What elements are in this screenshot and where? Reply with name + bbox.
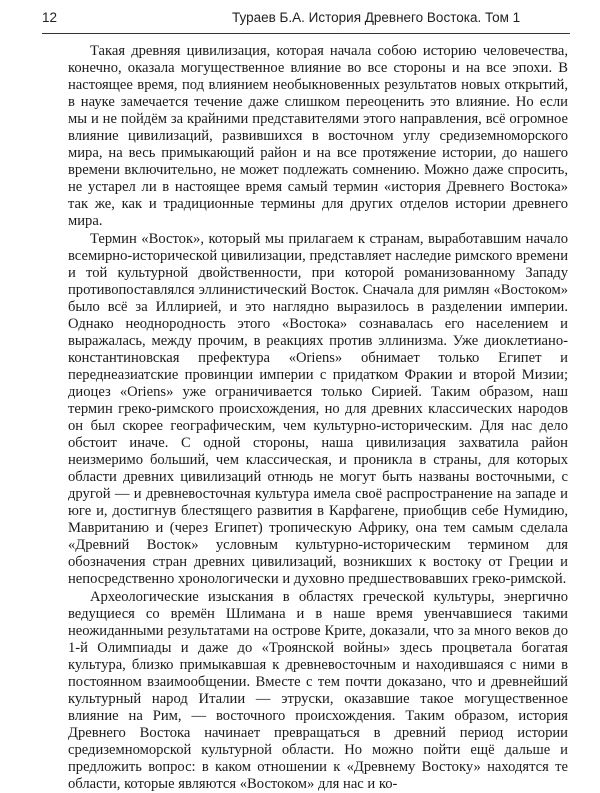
paragraph-1: Такая древняя цивилизация, которая начала собою историю человечества, конечно, оказала могущественное влияние во все стороны и на все эпохи. В настоящее время, под влиянием необыкновенных результатов новых открытий, в науке замечается течение даже слишком переоценить это влияние. Но если мы и не пойдём за крайними представителями этого направления, всё огромное влияние цивилизаций, развившихся в восточном углу средиземноморского мира, на весь примыкающий район и на все протяжение истории, до нашего времени включительно, не может подлежать сомнению. Можно даже спросить, не устарел ли в настоящее время самый термин «история Древнего Востока» так же, как и традиционные термины для других отделов истории древнего мира. (68, 43, 568, 231)
paragraph-2: Термин «Восток», который мы прилагаем к странам, выработавшим начало всемирно-исторической цивилизации, представляет наследие римского времени и той культурной двойственности, при которой романизованному Западу противопоставлялся эллинистический Восток. Сначала для римлян «Востоком» было всё за Иллирией, и это наглядно выразилось в разделении империи. Однако неоднородность этого «Востока» сознавалась его населением и выражалась, между прочим, в реакциях против эллинизма. Уже диоклетиано-константиновская префектура «Oriens» обнимает только Египет и переднеазиатские провинции империи с придатком Фракии и второй Мизии; диоцез «Oriens» уже ограничивается только Сирией. Таким образом, наш термин греко-римского происхождения, но для древних классических народов он был скорее географическим, чем культурно-историческим. Для нас дело обстоит иначе. С одной стороны, наша цивилизация захватила район неизмеримо больший, чем классическая, и проникла в страны, для которых области древних цивилизаций отнюдь не могут быть названы восточными, с другой — и древневосточная культура имела своё распространение на западе и юге и, достигнув блестящего развития в Карфагене, приобщив себе Нумидию, Мавританию и (через Египет) тропическую Африку, она тем самым сделала «Древний Восток» условным культурно-историческим термином для обозначения стран древних цивилизаций, возникших к востоку от Греции и непосредственно хронологически и духовно предшествовавших греко-римской. (68, 231, 568, 589)
page-number: 12 (42, 10, 57, 25)
body-text (68, 43, 568, 793)
paragraph-3: Археологические изыскания в областях греческой культуры, энергично ведущиеся со времён Шлимана и в наше время увенчавшиеся такими неожиданными результатами на острове Крите, доказали, что за много веков до 1-й Олимпиады и даже до «Троянской войны» здесь процветала богатая культура, близко примыкавшая к древневосточным и находившаяся с ними в постоянном взаимообщении. Вместе с тем почти доказано, что и древнейший культурный народ Италии — этруски, оказавшие такое могущественное влияние на Рим, — восточного происхождения. Таким образом, история Древнего Востока начинает превращаться в древний период истории средиземноморской культурной области. Но можно пойти ещё дальше и предложить вопрос: в каком отношении к «Древнему Востоку» находятся те области, которые являются «Востоком» для нас и ко- (68, 589, 568, 793)
running-title: Тураев Б.А. История Древнего Востока. Том 1 (232, 10, 520, 25)
page-header (42, 10, 570, 32)
header-rule (42, 33, 570, 34)
